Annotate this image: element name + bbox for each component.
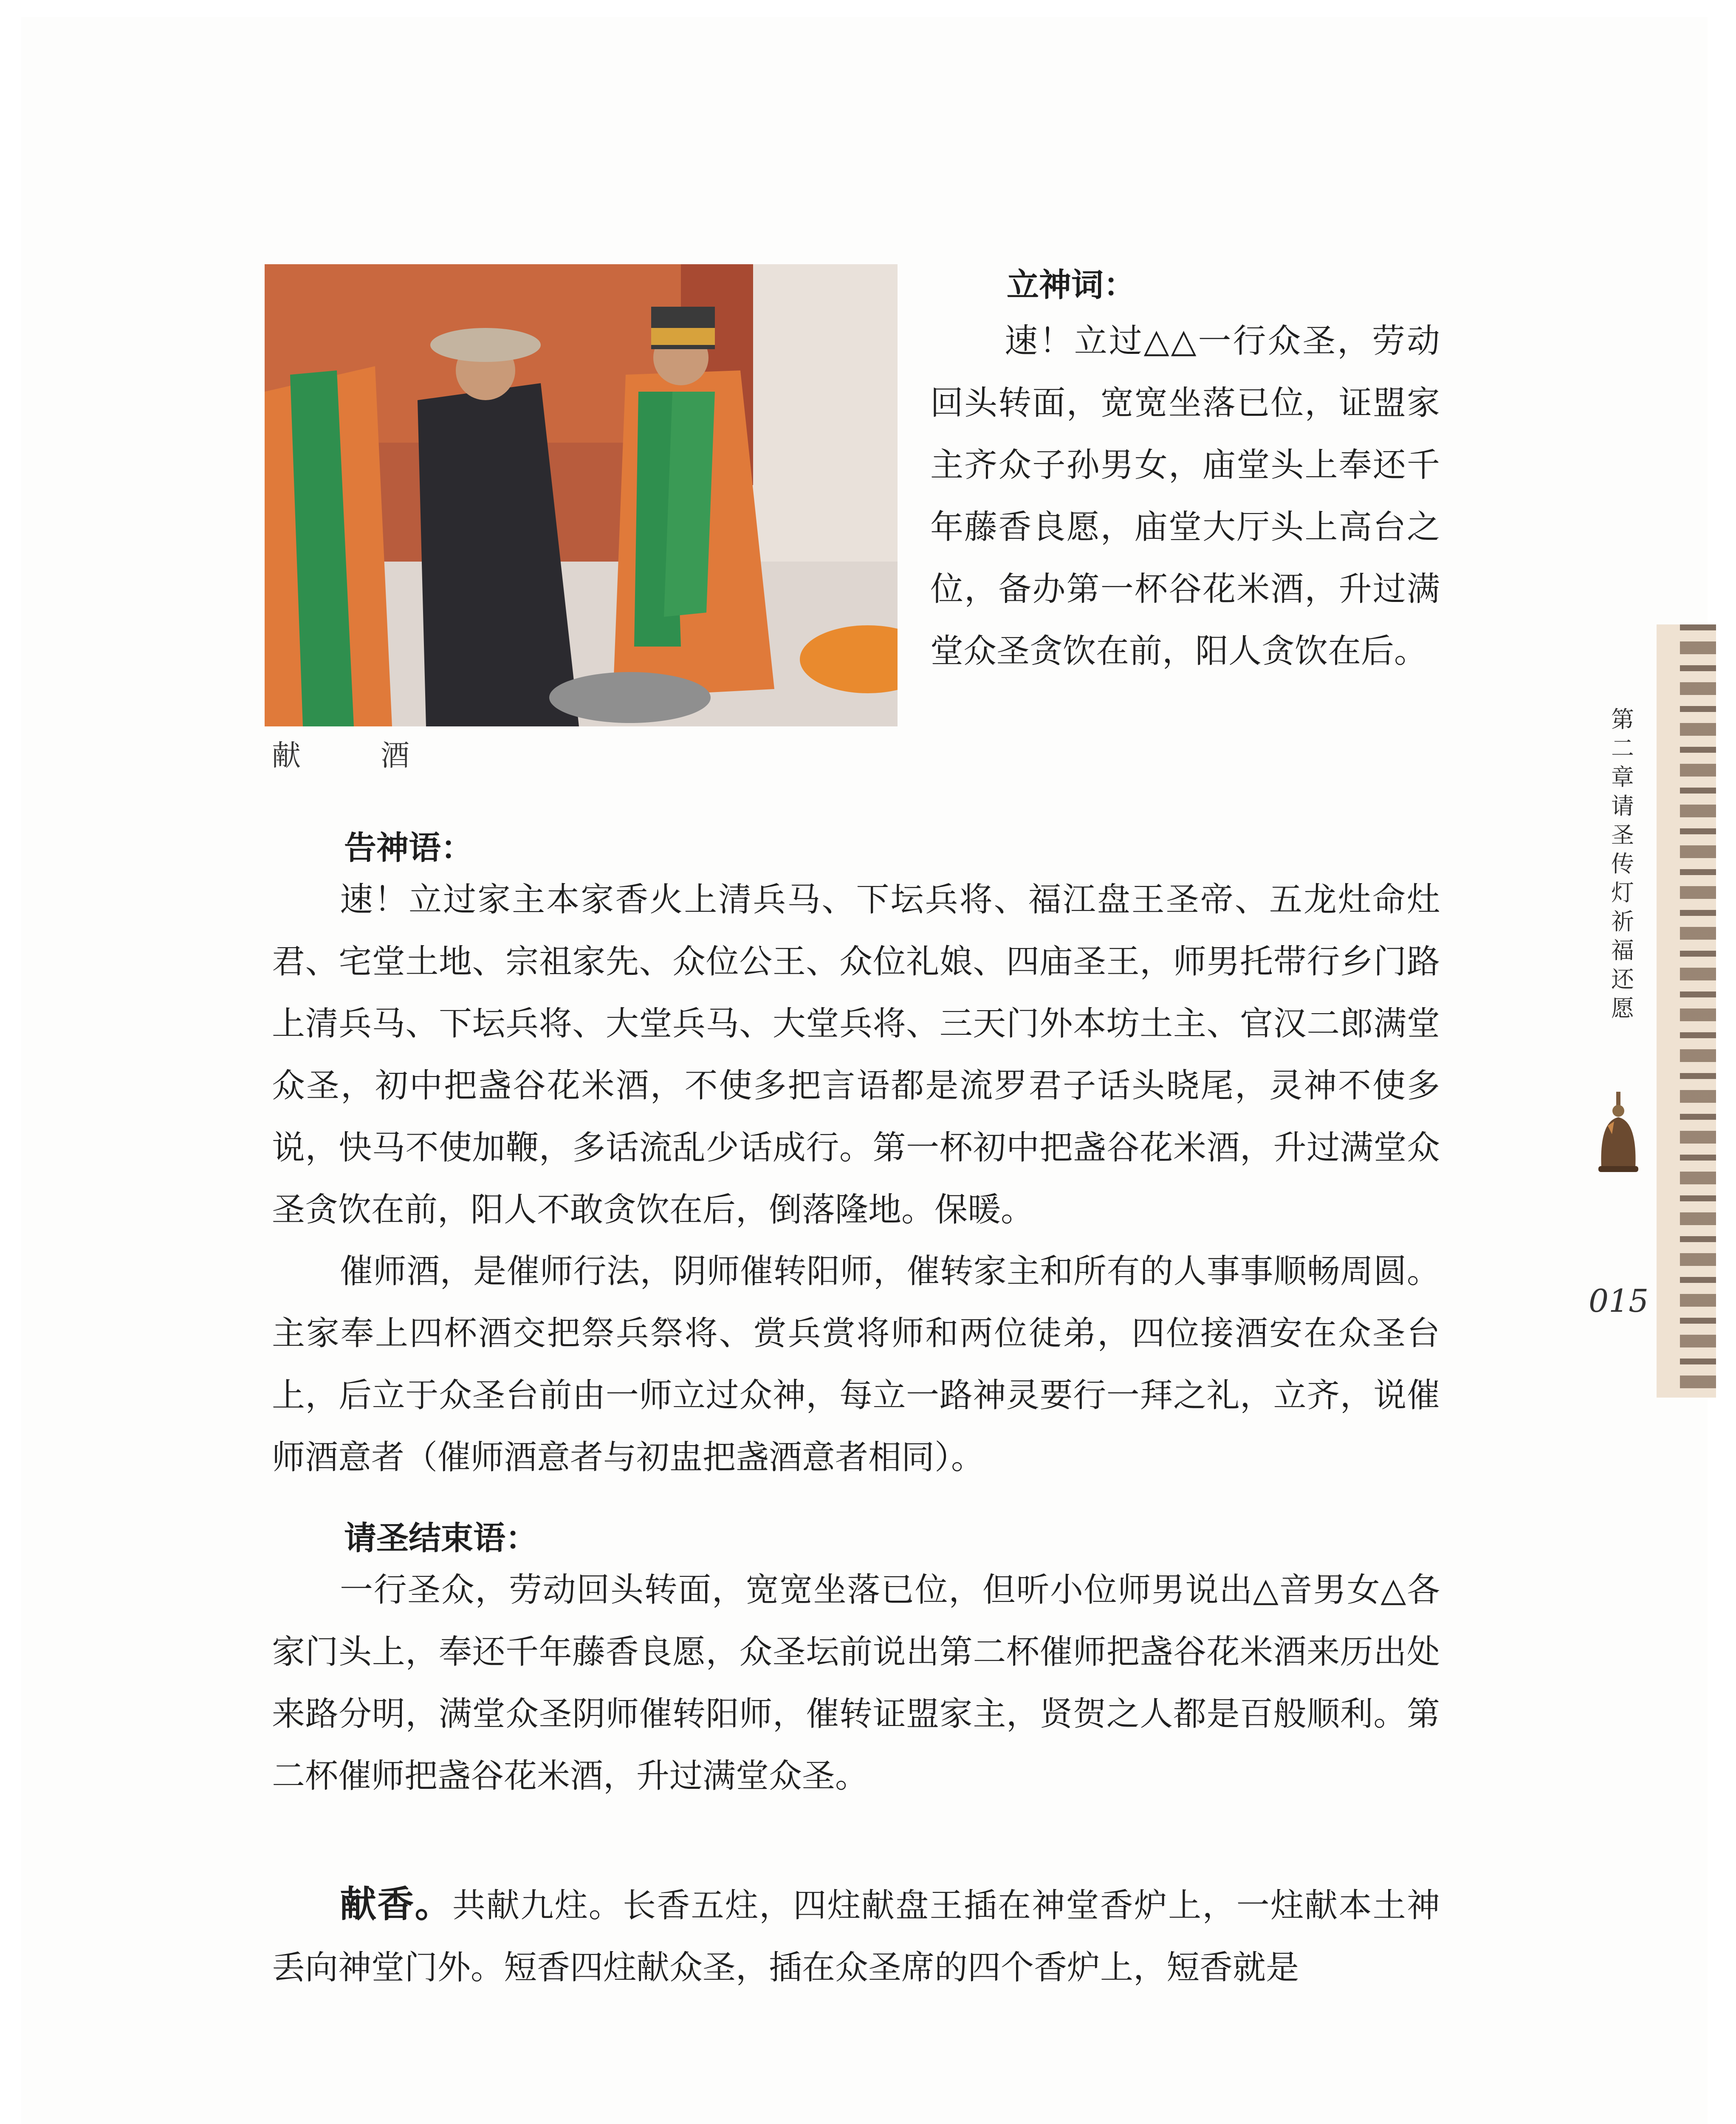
paragraph-jieshuyu: 一行圣众，劳动回头转面，宽宽坐落已位，但听小位师男说出△音男女△各家门头上，奉还千年藤香良愿，众圣坛前说出第二杯催师把盏谷花米酒来历出处来路分明，满堂众圣阴师催转阳师，催转证盟家主，贤贺之人都是百般顺利。第二杯催师把盏谷花米酒，升过满堂众圣。 xyxy=(272,1571,1440,1795)
lead-xianxiang: 献香。 xyxy=(340,1883,452,1926)
chapter-title: 第二章 请圣传灯祈福还愿 xyxy=(1611,706,1634,1022)
heading-jieshuyu: 请圣结束语： xyxy=(344,1519,538,1557)
photo-caption: 献 酒 xyxy=(272,739,435,773)
paragraph-lishenci: 速！立过△△一行众圣，劳动回头转面，宽宽坐落已位，证盟家主齐众子孙男女，庙堂头上奉还千年藤香良愿，庙堂大厅头上高台之位，备办第一杯谷花米酒，升过满堂众圣贪饮在前，阳人贪饮在后。 xyxy=(930,322,1440,670)
bell-icon xyxy=(1591,1092,1646,1177)
decorative-pattern xyxy=(1680,624,1716,1398)
paragraph-xianxiang xyxy=(272,1873,1440,1999)
ritual-photo xyxy=(265,264,898,726)
heading-gaoshenyu: 告神语： xyxy=(344,829,473,867)
heading-lishenci: 立神词： xyxy=(1007,266,1136,304)
paragraph-cuishijiu: 催师酒，是催师行法，阴师催转阳师，催转家主和所有的人事事顺畅周圆。主家奉上四杯酒交把祭兵祭将、赏兵赏将师和两位徒弟，四位接酒安在众圣台上，后立于众圣台前由一师立过众神，每立一路神灵要行一拜之礼，立齐，说催师酒意者（催师酒意者与初盅把盏酒意者相同）。 xyxy=(272,1252,1440,1477)
body-xianxiang: 共献九炷。长香五炷，四炷献盘王插在神堂香炉上，一炷献本土神丢向神堂门外。短香四炷献众圣，插在众圣席的四个香炉上，短香就是 xyxy=(272,1887,1440,1987)
page-number: 015 xyxy=(1589,1283,1649,1319)
paragraph-gaoshenyu: 速！立过家主本家香火上清兵马、下坛兵将、福江盘王圣帝、五龙灶命灶君、宅堂土地、宗祖家先、众位公王、众位礼娘、四庙圣王，师男托带行乡门路上清兵马、下坛兵将、大堂兵马、大堂兵将、三天门外本坊土主、官汉二郎满堂众圣，初中把盏谷花米酒，不使多把言语都是流罗君子话头晓尾，灵神不使多说，快马不使加鞭，多话流乱少话成行。第一杯初中把盏谷花米酒，升过满堂众圣贪饮在前，阳人不敢贪饮在后，倒落隆地。保暖。 xyxy=(272,881,1440,1229)
